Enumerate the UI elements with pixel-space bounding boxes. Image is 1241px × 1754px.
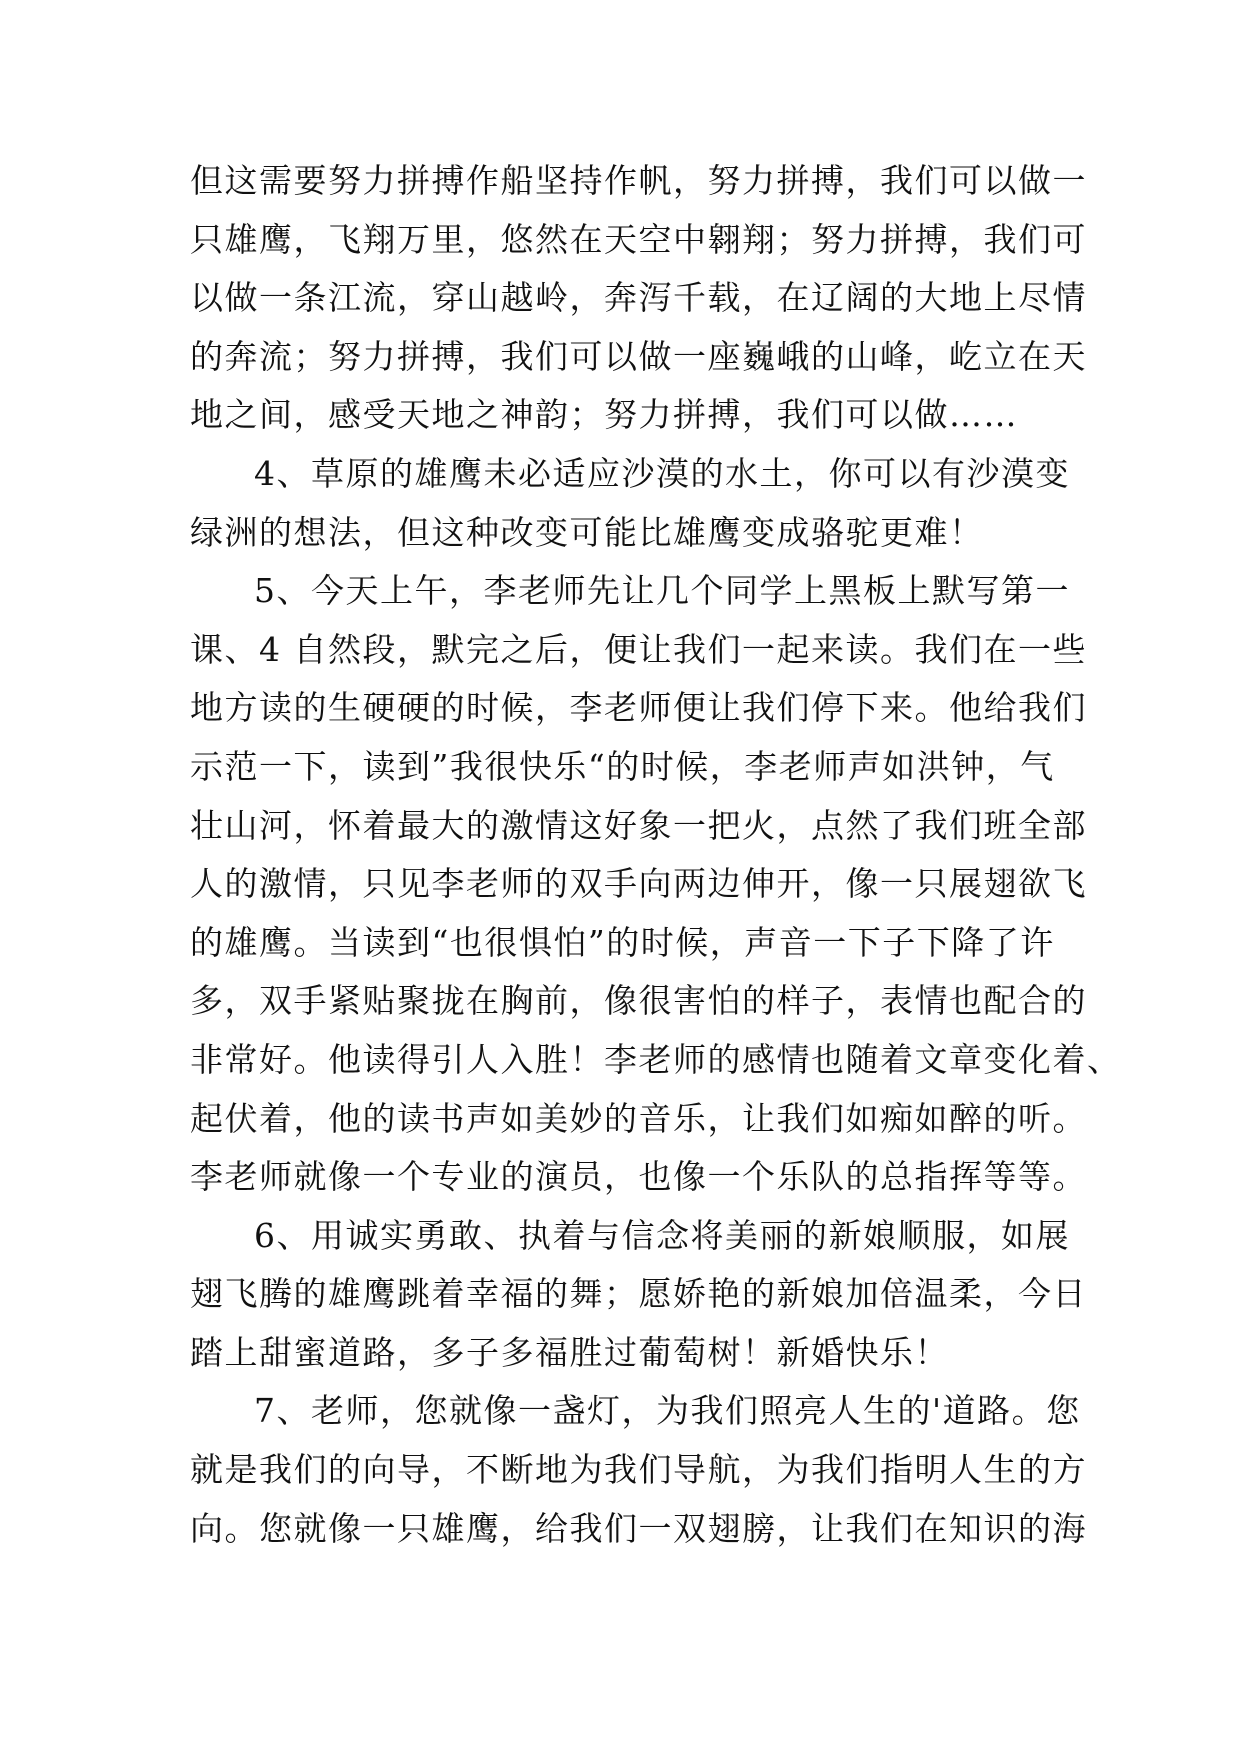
text-line: 起伏着，他的读书声如美妙的音乐，让我们如痴如醉的听。 — [190, 1098, 1087, 1138]
text-line: 以做一条江流，穿山越岭，奔泻千载，在辽阔的大地上尽情 — [190, 278, 1087, 318]
text-line: 壮山河，怀着最大的激情这好象一把火，点然了我们班全部 — [190, 805, 1087, 845]
paragraph-start-line: 6、用诚实勇敢、执着与信念将美丽的新娘顺服，如展 — [254, 1215, 1070, 1255]
text-line: 但这需要努力拼搏作船坚持作帆，努力拼搏，我们可以做一 — [190, 161, 1087, 200]
text-line: 翅飞腾的雄鹰跳着幸福的舞；愿娇艳的新娘加倍温柔，今日 — [190, 1274, 1087, 1314]
text-line: 向。您就像一只雄鹰，给我们一双翅膀，让我们在知识的海 — [190, 1508, 1087, 1548]
paragraph-start-line: 4、草原的雄鹰未必适应沙漠的水土，你可以有沙漠变 — [254, 453, 1070, 493]
text-line: 的奔流；努力拼搏，我们可以做一座巍峨的山峰，屹立在天 — [190, 336, 1087, 376]
text-line: 就是我们的向导，不断地为我们导航，为我们指明人生的方 — [190, 1450, 1087, 1490]
paragraph-start-line: 5、今天上午，李老师先让几个同学上黑板上默写第一 — [254, 571, 1070, 611]
text-line: 示范一下，读到”我很快乐“的时候，李老师声如洪钟，气 — [190, 746, 1055, 786]
text-line: 李老师就像一个专业的演员，也像一个乐队的总指挥等等。 — [190, 1157, 1087, 1197]
text-line: 的雄鹰。当读到“也很惧怕”的时候，声音一下子下降了许 — [190, 922, 1055, 962]
text-line: 地之间，感受天地之神韵；努力拼搏，我们可以做…… — [190, 395, 1018, 435]
text-line: 非常好。他读得引人入胜！李老师的感情也随着文章变化着、 — [190, 1039, 1122, 1079]
text-line: 课、4 自然段，默完之后，便让我们一起来读。我们在一些 — [190, 629, 1087, 669]
text-line: 绿洲的想法，但这种改变可能比雄鹰变成骆驼更难！ — [190, 512, 984, 552]
text-line: 多，双手紧贴聚拢在胸前，像很害怕的样子，表情也配合的 — [190, 981, 1087, 1021]
text-line: 踏上甜蜜道路，多子多福胜过葡萄树！新婚快乐！ — [190, 1332, 949, 1372]
text-line: 只雄鹰，飞翔万里，悠然在天空中翱翔；努力拼搏，我们可 — [190, 219, 1087, 259]
text-line: 地方读的生硬硬的时候，李老师便让我们停下来。他给我们 — [190, 688, 1087, 728]
text-line: 人的激情，只见李老师的双手向两边伸开，像一只展翅欲飞 — [190, 864, 1087, 904]
body-text — [190, 152, 1122, 1558]
paragraph-start-line: 7、老师，您就像一盏灯，为我们照亮人生的'道路。您 — [254, 1391, 1081, 1431]
